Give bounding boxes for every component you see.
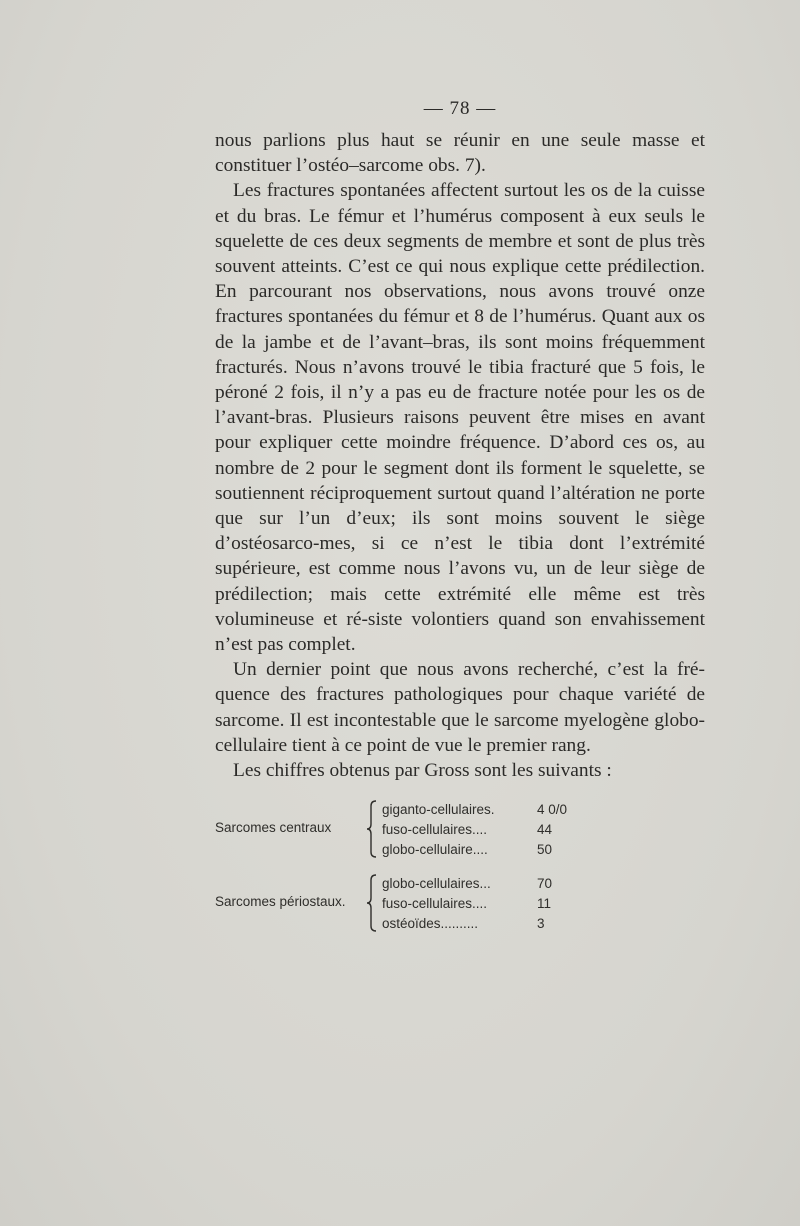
item-value: 11 [537,896,552,911]
item-name: ostéoïdes.......... [382,916,479,931]
paragraph-4: Les chiffres obtenus par Gross sont les suivants : [233,760,612,782]
group-label: Sarcomes centraux [215,820,332,835]
figure-group-periosteal [215,874,635,936]
item-value: 4 0/0 [537,802,568,817]
gross-figures-table [215,800,635,948]
table-row [382,840,632,860]
paragraph-2: Les fractures spontanées affectent surtout les os de la cuisse et du bras. Le fémur et l’humérus composent à eux seuls le squelette de ces deux segments de membre et sont de plus très souvent atteints. C’est ce qui nous explique cette prédilection. En parcourant nos observations, nous avons trouvé onze fractures spontanées du fémur et 8 de l’humérus. Quant aux os de la jambe et de l’avant–bras, ils sont moins fréquemment fracturés. Nous n’avons trouvé le tibia fracturé que 5 fois, le péroné 2 fois, il n’y a pas eu de fracture notée pour les os de l’avant-bras. Plusieurs raisons peuvent être mises en avant pour expliquer cette moindre fréquence. D’abord ces os, au nombre de 2 pour le segment dont ils forment le squelette, se soutiennent réciproquement surtout quand l’altération ne porte que sur l’un d’eux; ils sont moins souvent le siège d’ostéosarco-mes, si ce n’est le tibia dont l’extrémité supérieure, est comme nous l’avons vu, un de leur siège de prédilection; mais cette extrémité elle même est très volumineuse et ré-siste volontiers quand son envahissement n’est pas complet. [215,180,705,656]
paragraph-3: Un dernier point que nous avons recherché, c’est la fré-quence des fractures pathologiques pour chaque variété de sarcome. Il est incontestable que le sarcome myelogène globo-cellulaire tient à ce point de vue le premier rang. [215,659,705,756]
body-text [215,128,705,783]
paragraph-1: nous parlions plus haut se réunir en une seule masse et constituer l’ostéo–sarcome obs. 7). [215,130,705,177]
page-number: — 78 — [423,98,497,119]
table-row [382,800,632,820]
group-label: Sarcomes périostaux. [215,894,346,909]
item-name: globo-cellulaire.... [382,842,488,857]
item-value: 70 [537,876,553,891]
table-row [382,874,632,894]
item-value: 3 [537,916,545,931]
figure-group-central [215,800,635,862]
item-name: fuso-cellulaires.... [382,896,488,911]
item-name: fuso-cellulaires.... [382,822,488,837]
item-value: 44 [537,822,553,837]
item-name: globo-cellulaires... [382,876,491,891]
item-value: 50 [537,842,553,857]
item-name: giganto-cellulaires. [382,802,495,817]
brace-icon [367,874,377,932]
table-row [382,820,632,840]
brace-icon [367,800,377,858]
table-row [382,894,632,914]
table-row [382,914,632,934]
